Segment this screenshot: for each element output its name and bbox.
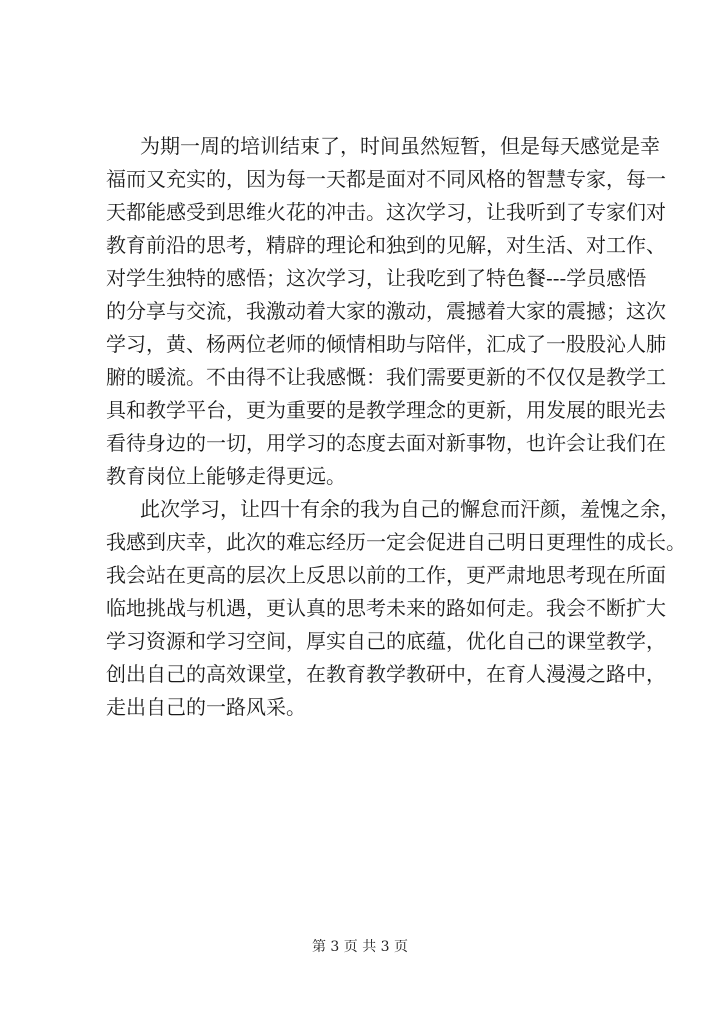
paragraph-1-line-5: 对学生独特的感悟；这次学习，让我吃到了特色餐---学员感悟 bbox=[106, 266, 647, 290]
paragraph-1-line-11: 教育岗位上能够走得更远。 bbox=[106, 464, 346, 488]
paragraph-1-line-7: 学习，黄、杨两位老师的倾情相助与陪伴，汇成了一股股沁人肺 bbox=[106, 332, 666, 356]
paragraph-1-line-9: 具和教学平台，更为重要的是教学理念的更新，用发展的眼光去 bbox=[106, 398, 666, 422]
paragraph-1-line-6: 的分享与交流，我激动着大家的激动，震撼着大家的震撼；这次 bbox=[106, 299, 666, 323]
paragraph-1-line-1: 为期一周的培训结束了，时间虽然短暂，但是每天感觉是幸 bbox=[140, 134, 660, 158]
paragraph-2-line-1: 此次学习，让四十有余的我为自己的懈怠而汗颜，羞愧之余， bbox=[140, 497, 680, 521]
paragraph-2-line-6: 创出自己的高效课堂，在教育教学教研中，在育人漫漫之路中， bbox=[106, 662, 666, 686]
paragraph-1-line-3: 天都能感受到思维火花的冲击。这次学习，让我听到了专家们对 bbox=[106, 200, 666, 224]
paragraph-1-line-10: 看待身边的一切，用学习的态度去面对新事物，也许会让我们在 bbox=[106, 431, 666, 455]
paragraph-2-line-5: 学习资源和学习空间，厚实自己的底蕴，优化自己的课堂教学， bbox=[106, 629, 666, 653]
document-body bbox=[106, 130, 686, 724]
page-footer: 第 3 页 共 3 页 bbox=[311, 939, 409, 955]
paragraph-1-line-2: 福而又充实的，因为每一天都是面对不同风格的智慧专家，每一 bbox=[106, 167, 666, 191]
paragraph-1-line-8: 腑的暖流。不由得不让我感慨：我们需要更新的不仅仅是教学工 bbox=[106, 365, 666, 389]
paragraph-2-line-4: 临地挑战与机遇，更认真的思考未来的路如何走。我会不断扩大 bbox=[106, 596, 666, 620]
paragraph-2-line-7: 走出自己的一路风采。 bbox=[106, 695, 306, 719]
paragraph-2-line-2: 我感到庆幸，此次的难忘经历一定会促进自己明日更理性的成长。 bbox=[106, 530, 686, 554]
paragraph-2-line-3: 我会站在更高的层次上反思以前的工作，更严肃地思考现在所面 bbox=[106, 563, 666, 587]
paragraph-1-line-4: 教育前沿的思考，精辟的理论和独到的见解，对生活、对工作、 bbox=[106, 233, 666, 257]
